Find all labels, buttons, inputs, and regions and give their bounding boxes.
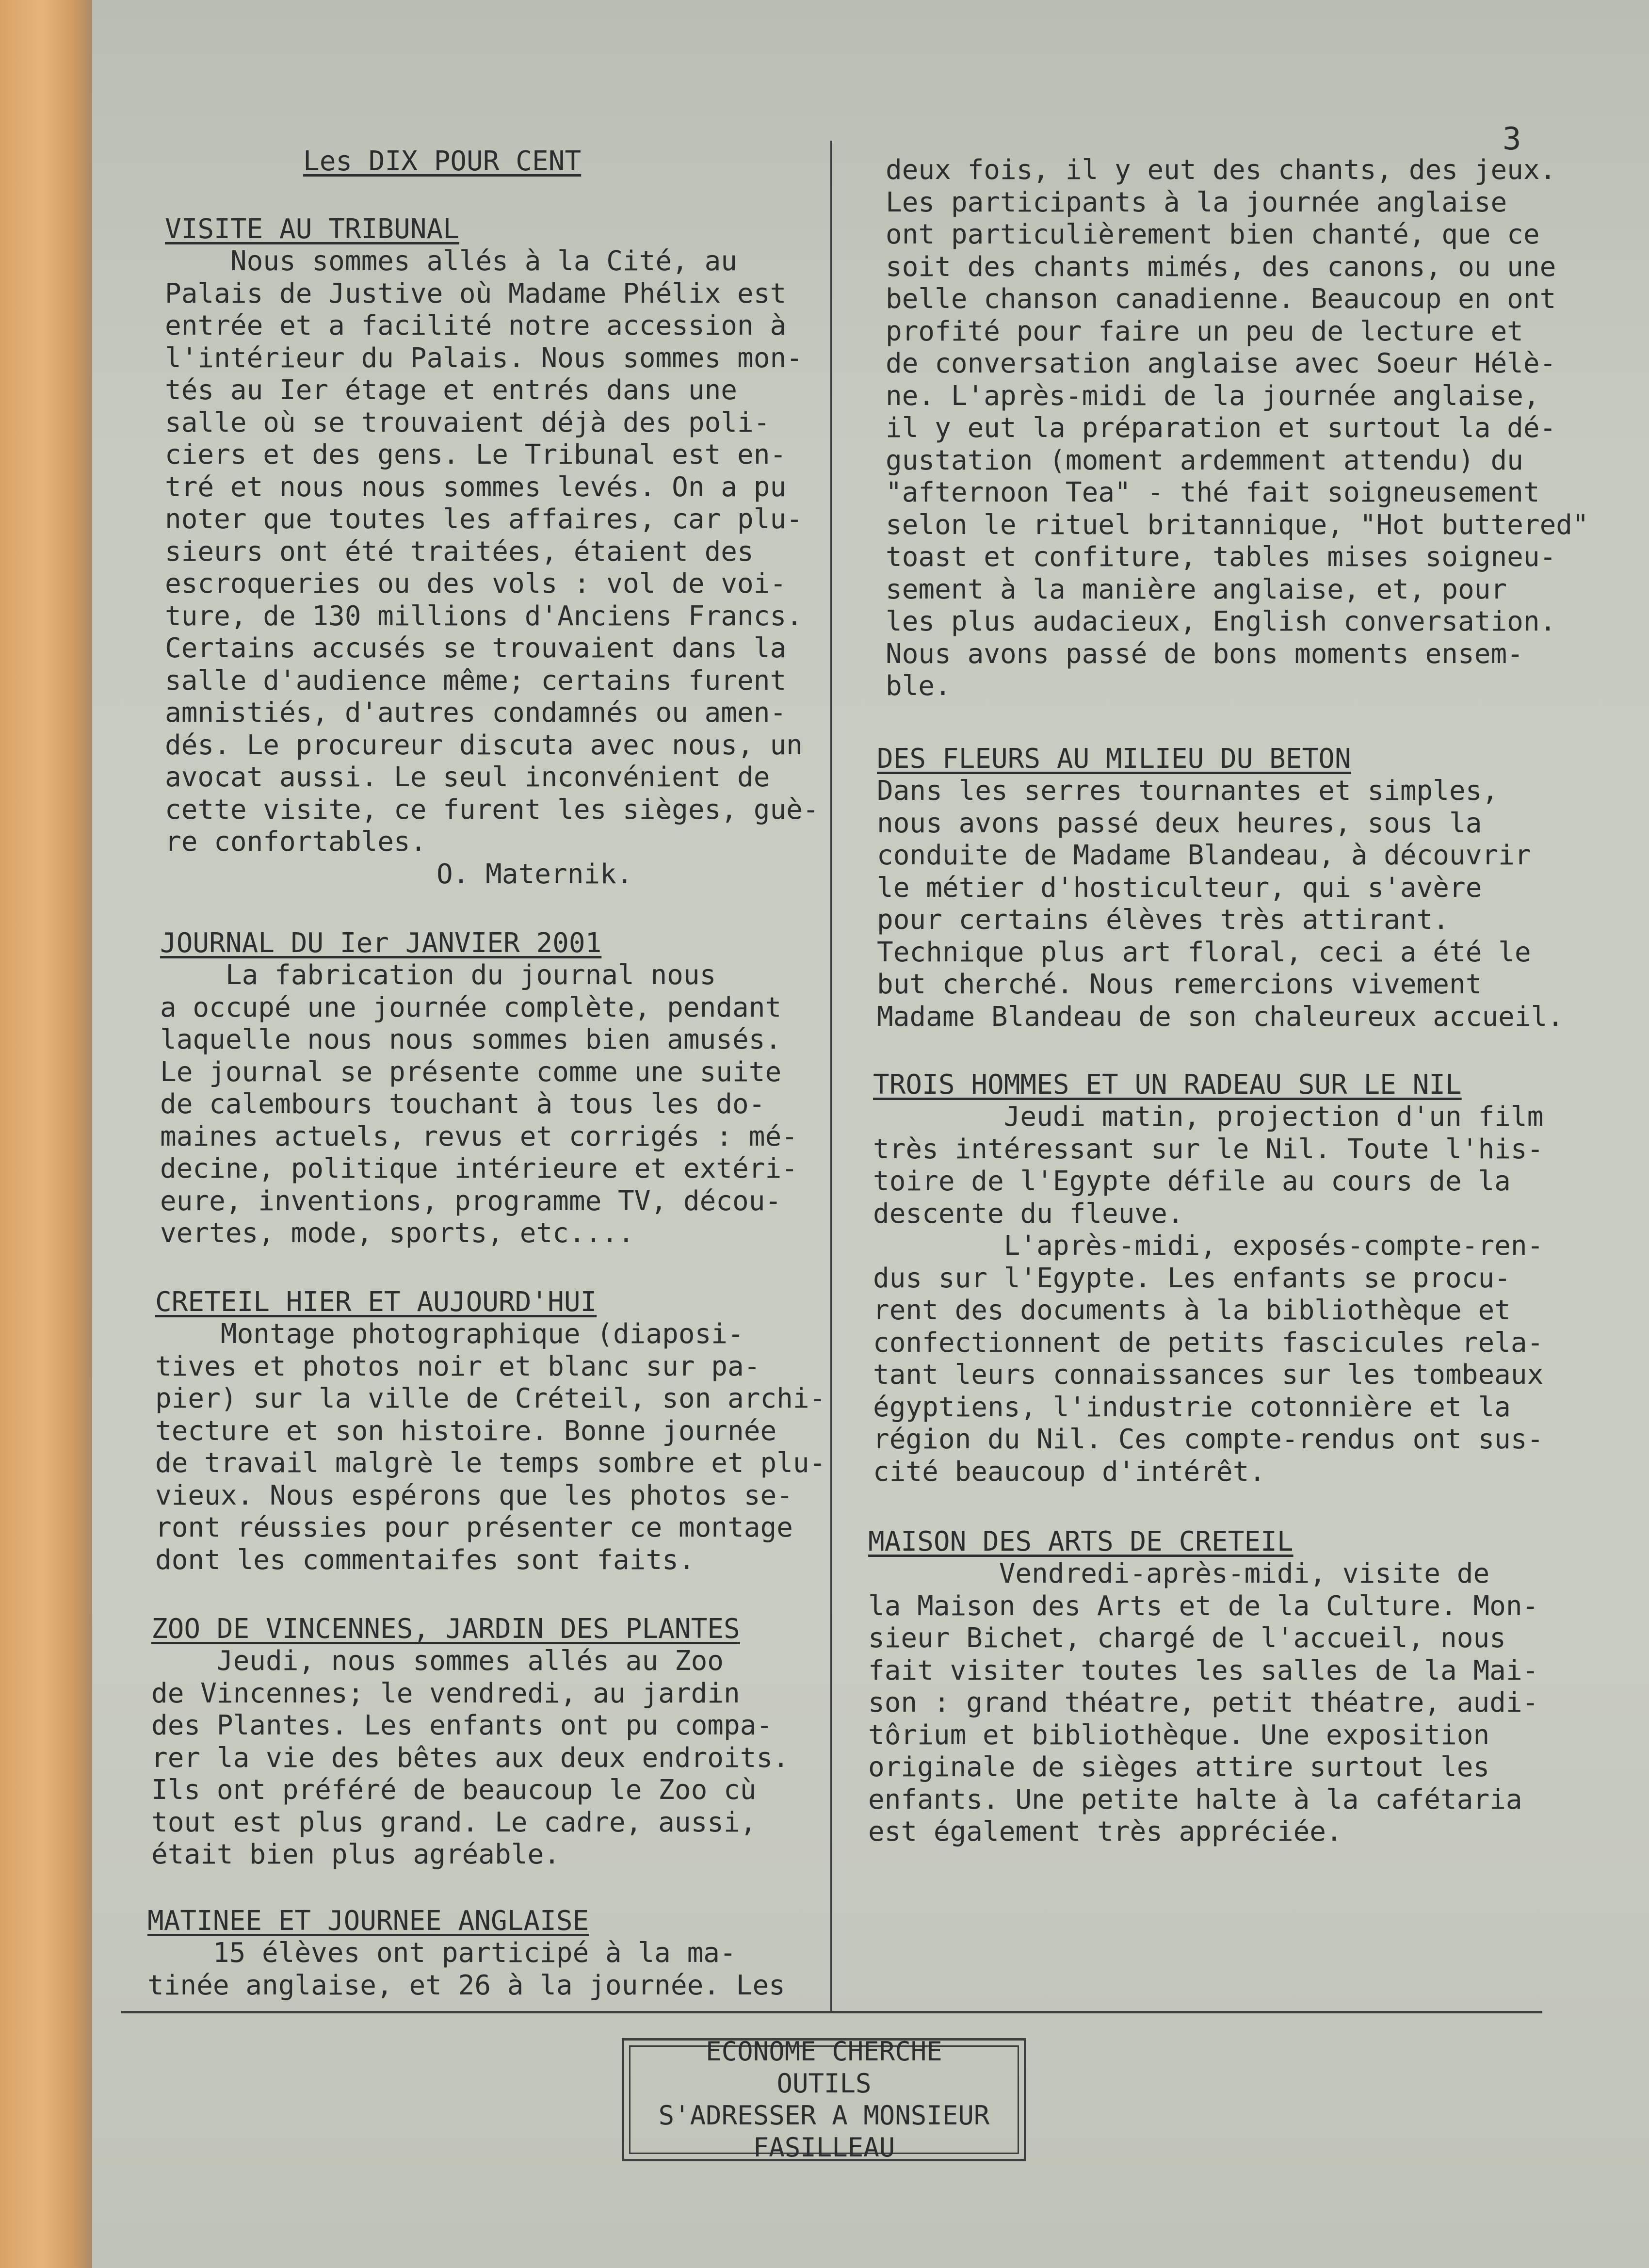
- article-line: le métier d'hosticulteur, qui s'avère: [877, 872, 1482, 904]
- article-line: dés. Le procureur discuta avec nous, un: [165, 729, 803, 761]
- article-visite-tribunal: [165, 213, 819, 891]
- classified-notice-box: [622, 2038, 1026, 2161]
- article-line: gustation (moment ardemment attendu) du: [886, 444, 1523, 476]
- article-line: decine, politique intérieure et extéri-: [160, 1153, 798, 1184]
- article-line: salle d'audience même; certains furent: [165, 664, 787, 697]
- article-line: Nous avons passé de bons moments ensem-: [886, 638, 1523, 670]
- article-line: La fabrication du journal nous: [160, 959, 716, 991]
- page-number: 3: [1503, 121, 1521, 157]
- article-line: escroqueries ou des vols : vol de voi-: [165, 568, 787, 599]
- article-line: l'intérieur du Palais. Nous sommes mon-: [165, 342, 803, 374]
- article-line: de travail malgrè le temps sombre et plu-: [155, 1447, 826, 1479]
- article-line: tinée anglaise, et 26 à la journée. Les: [147, 1969, 785, 2001]
- article-line: re confortables.: [165, 826, 427, 858]
- article-line: vieux. Nous espérons que les photos se-: [155, 1479, 793, 1511]
- article-line: pour certains élèves très attirant.: [877, 904, 1450, 936]
- article-line: entrée et a facilité notre accession à: [165, 310, 787, 341]
- notice-line: ECONOME CHERCHE: [706, 2036, 942, 2067]
- article-line: maines actuels, revus et corrigés : mé-: [160, 1120, 798, 1152]
- article-line: enfants. Une petite halte à la cafétaria: [868, 1783, 1522, 1815]
- article-line: toast et confiture, tables mises soigneu-: [886, 541, 1556, 573]
- article-line: laquelle nous nous sommes bien amusés.: [160, 1024, 782, 1055]
- article-line: tôrium et bibliothèque. Une exposition: [868, 1719, 1490, 1751]
- article-line: la Maison des Arts et de la Culture. Mon-: [868, 1590, 1539, 1622]
- article-line: noter que toutes les affaires, car plu-: [165, 503, 803, 535]
- article-line: avocat aussi. Le seul inconvénient de: [165, 761, 770, 793]
- article-line: cité beaucoup d'intérêt.: [873, 1456, 1266, 1488]
- article-line: Nous sommes allés à la Cité, au: [165, 245, 738, 277]
- article-line: selon le rituel britannique, "Hot buttered": [886, 509, 1589, 541]
- article-line: tout est plus grand. Le cadre, aussi,: [151, 1806, 757, 1838]
- article-line: région du Nil. Ces compte-rendus ont sus-: [873, 1424, 1544, 1455]
- article-line: rent des documents à la bibliothèque et: [873, 1295, 1511, 1326]
- page-binding-edge: [0, 0, 92, 2268]
- article-line: tecture et son histoire. Bonne journée: [155, 1415, 777, 1447]
- article-heading: JOURNAL DU Ier JANVIER 2001: [160, 927, 602, 959]
- article-line: Certains accusés se trouvaient dans la: [165, 632, 787, 664]
- article-line: ble.: [886, 670, 951, 702]
- article-line: conduite de Madame Blandeau, à découvrir: [877, 840, 1531, 871]
- article-line: Montage photographique (diaposi-: [155, 1318, 744, 1350]
- article-line: but cherché. Nous remercions vivement: [877, 969, 1482, 1000]
- article-line: eure, inventions, programme TV, décou-: [160, 1185, 782, 1217]
- article-line: tré et nous nous sommes levés. On a pu: [165, 471, 787, 503]
- article-line: très intéressant sur le Nil. Toute l'his-: [873, 1133, 1544, 1165]
- article-line: tés au Ier étage et entrés dans une: [165, 374, 738, 406]
- article-line: rer la vie des bêtes aux deux endroits.: [151, 1742, 789, 1774]
- article-signature: O. Maternik.: [436, 858, 633, 890]
- article-line: égyptiens, l'industrie cotonnière et la: [873, 1391, 1511, 1423]
- article-line: ont particulièrement bien chanté, que ce: [886, 219, 1540, 250]
- article-line: belle chanson canadienne. Beaucoup en ont: [886, 283, 1556, 315]
- article-line: ture, de 130 millions d'Anciens Francs.: [165, 600, 803, 632]
- article-line: descente du fleuve.: [873, 1198, 1184, 1230]
- article-line: vertes, mode, sports, etc....: [160, 1217, 634, 1249]
- article-line: Madame Blandeau de son chaleureux accueil.: [877, 1001, 1564, 1033]
- article-line: des Plantes. Les enfants ont pu compa-: [151, 1710, 773, 1741]
- article-line: confectionnent de petits fascicules rela-: [873, 1327, 1544, 1359]
- article-line: cette visite, ce furent les sièges, guè-: [165, 794, 819, 826]
- notice-line: S'ADRESSER A MONSIEUR: [658, 2100, 990, 2131]
- article-line: tant leurs connaissances sur les tombeaux: [873, 1359, 1544, 1391]
- article-line: tives et photos noir et blanc sur pa-: [155, 1350, 760, 1382]
- article-line: amnistiés, d'autres condamnés ou amen-: [165, 697, 787, 729]
- notice-line: FASILLEAU: [753, 2132, 895, 2163]
- newsletter-title: Les DIX POUR CENT: [303, 146, 582, 177]
- article-heading: ZOO DE VINCENNES, JARDIN DES PLANTES: [151, 1613, 740, 1645]
- article-line: de Vincennes; le vendredi, au jardin: [151, 1677, 740, 1709]
- article-line: Dans les serres tournantes et simples,: [877, 775, 1499, 807]
- article-line: Vendredi-après-midi, visite de: [868, 1558, 1490, 1589]
- article-line: les plus audacieux, English conversation.: [886, 606, 1556, 637]
- article-line: dont les commentaifes sont faits.: [155, 1544, 695, 1576]
- article-line: originale de sièges attire surtout les: [868, 1751, 1490, 1783]
- article-matinee-anglaise: [147, 1905, 785, 2002]
- article-heading: VISITE AU TRIBUNAL: [165, 213, 459, 245]
- article-line: Les participants à la journée anglaise: [886, 186, 1507, 218]
- article-heading: TROIS HOMMES ET UN RADEAU SUR LE NIL: [873, 1069, 1462, 1101]
- article-line: 15 élèves ont participé à la ma-: [147, 1937, 736, 1969]
- article-line: soit des chants mimés, des canons, ou une: [886, 251, 1556, 283]
- horizontal-rule: [121, 2011, 1542, 2013]
- article-line: a occupé une journée complète, pendant: [160, 991, 782, 1023]
- article-heading: CRETEIL HIER ET AUJOURD'HUI: [155, 1286, 597, 1318]
- article-line: est également très appréciée.: [868, 1816, 1342, 1847]
- article-line: pier) sur la ville de Créteil, son archi-: [155, 1383, 826, 1414]
- article-line: il y eut la préparation et surtout la dé-: [886, 412, 1556, 444]
- article-line: toire de l'Egypte défile au cours de la: [873, 1166, 1511, 1197]
- article-line: profité pour faire un peu de lecture et: [886, 315, 1523, 347]
- notice-line: OUTILS: [776, 2068, 872, 2099]
- column-divider: [830, 141, 832, 2013]
- article-line: Technique plus art floral, ceci a été le: [877, 936, 1531, 968]
- article-line: Jeudi, nous sommes allés au Zoo: [151, 1645, 724, 1677]
- article-line: salle où se trouvaient déjà des poli-: [165, 406, 770, 438]
- article-line: Le journal se présente comme une suite: [160, 1056, 782, 1088]
- article-trois-hommes-nil: [873, 1069, 1543, 1488]
- article-line: fait visiter toutes les salles de la Mai-: [868, 1654, 1539, 1686]
- article-line: Ils ont préféré de beaucoup le Zoo cù: [151, 1774, 757, 1806]
- article-journee-anglaise-suite: [886, 154, 1589, 703]
- article-line: "afternoon Tea" - thé fait soigneusement: [886, 477, 1540, 508]
- article-fleurs-beton: [877, 743, 1564, 1033]
- article-heading: MAISON DES ARTS DE CRETEIL: [868, 1526, 1293, 1557]
- article-heading: MATINEE ET JOURNEE ANGLAISE: [147, 1905, 589, 1937]
- article-heading: DES FLEURS AU MILIEU DU BETON: [877, 743, 1351, 775]
- article-creteil-hier: [155, 1286, 825, 1576]
- article-line: sieurs ont été traitées, étaient des: [165, 535, 754, 567]
- article-maison-arts: [868, 1526, 1538, 1848]
- article-line: L'après-midi, exposés-compte-ren-: [873, 1230, 1544, 1262]
- article-line: Jeudi matin, projection d'un film: [873, 1101, 1544, 1133]
- article-line: ciers et des gens. Le Tribunal est en-: [165, 439, 787, 470]
- article-line: de calembours touchant à tous les do-: [160, 1088, 765, 1120]
- article-line: sieur Bichet, chargé de l'accueil, nous: [868, 1622, 1506, 1654]
- article-line: dus sur l'Egypte. Les enfants se procu-: [873, 1262, 1511, 1294]
- article-line: sement à la manière anglaise, et, pour: [886, 573, 1507, 605]
- article-line: son : grand théatre, petit théatre, audi-: [868, 1687, 1539, 1718]
- article-journal-2001: [160, 927, 798, 1250]
- article-line: de conversation anglaise avec Soeur Hélè-: [886, 348, 1556, 379]
- article-line: ront réussies pour présenter ce montage: [155, 1512, 793, 1543]
- article-line: était bien plus agréable.: [151, 1839, 560, 1870]
- classified-notice-inner: [629, 2036, 1019, 2163]
- article-line: Palais de Justive où Madame Phélix est: [165, 277, 787, 309]
- article-zoo-vincennes: [151, 1613, 789, 1871]
- article-line: ne. L'après-midi de la journée anglaise,: [886, 380, 1540, 412]
- article-line: deux fois, il y eut des chants, des jeux.: [886, 154, 1556, 186]
- article-line: nous avons passé deux heures, sous la: [877, 807, 1482, 839]
